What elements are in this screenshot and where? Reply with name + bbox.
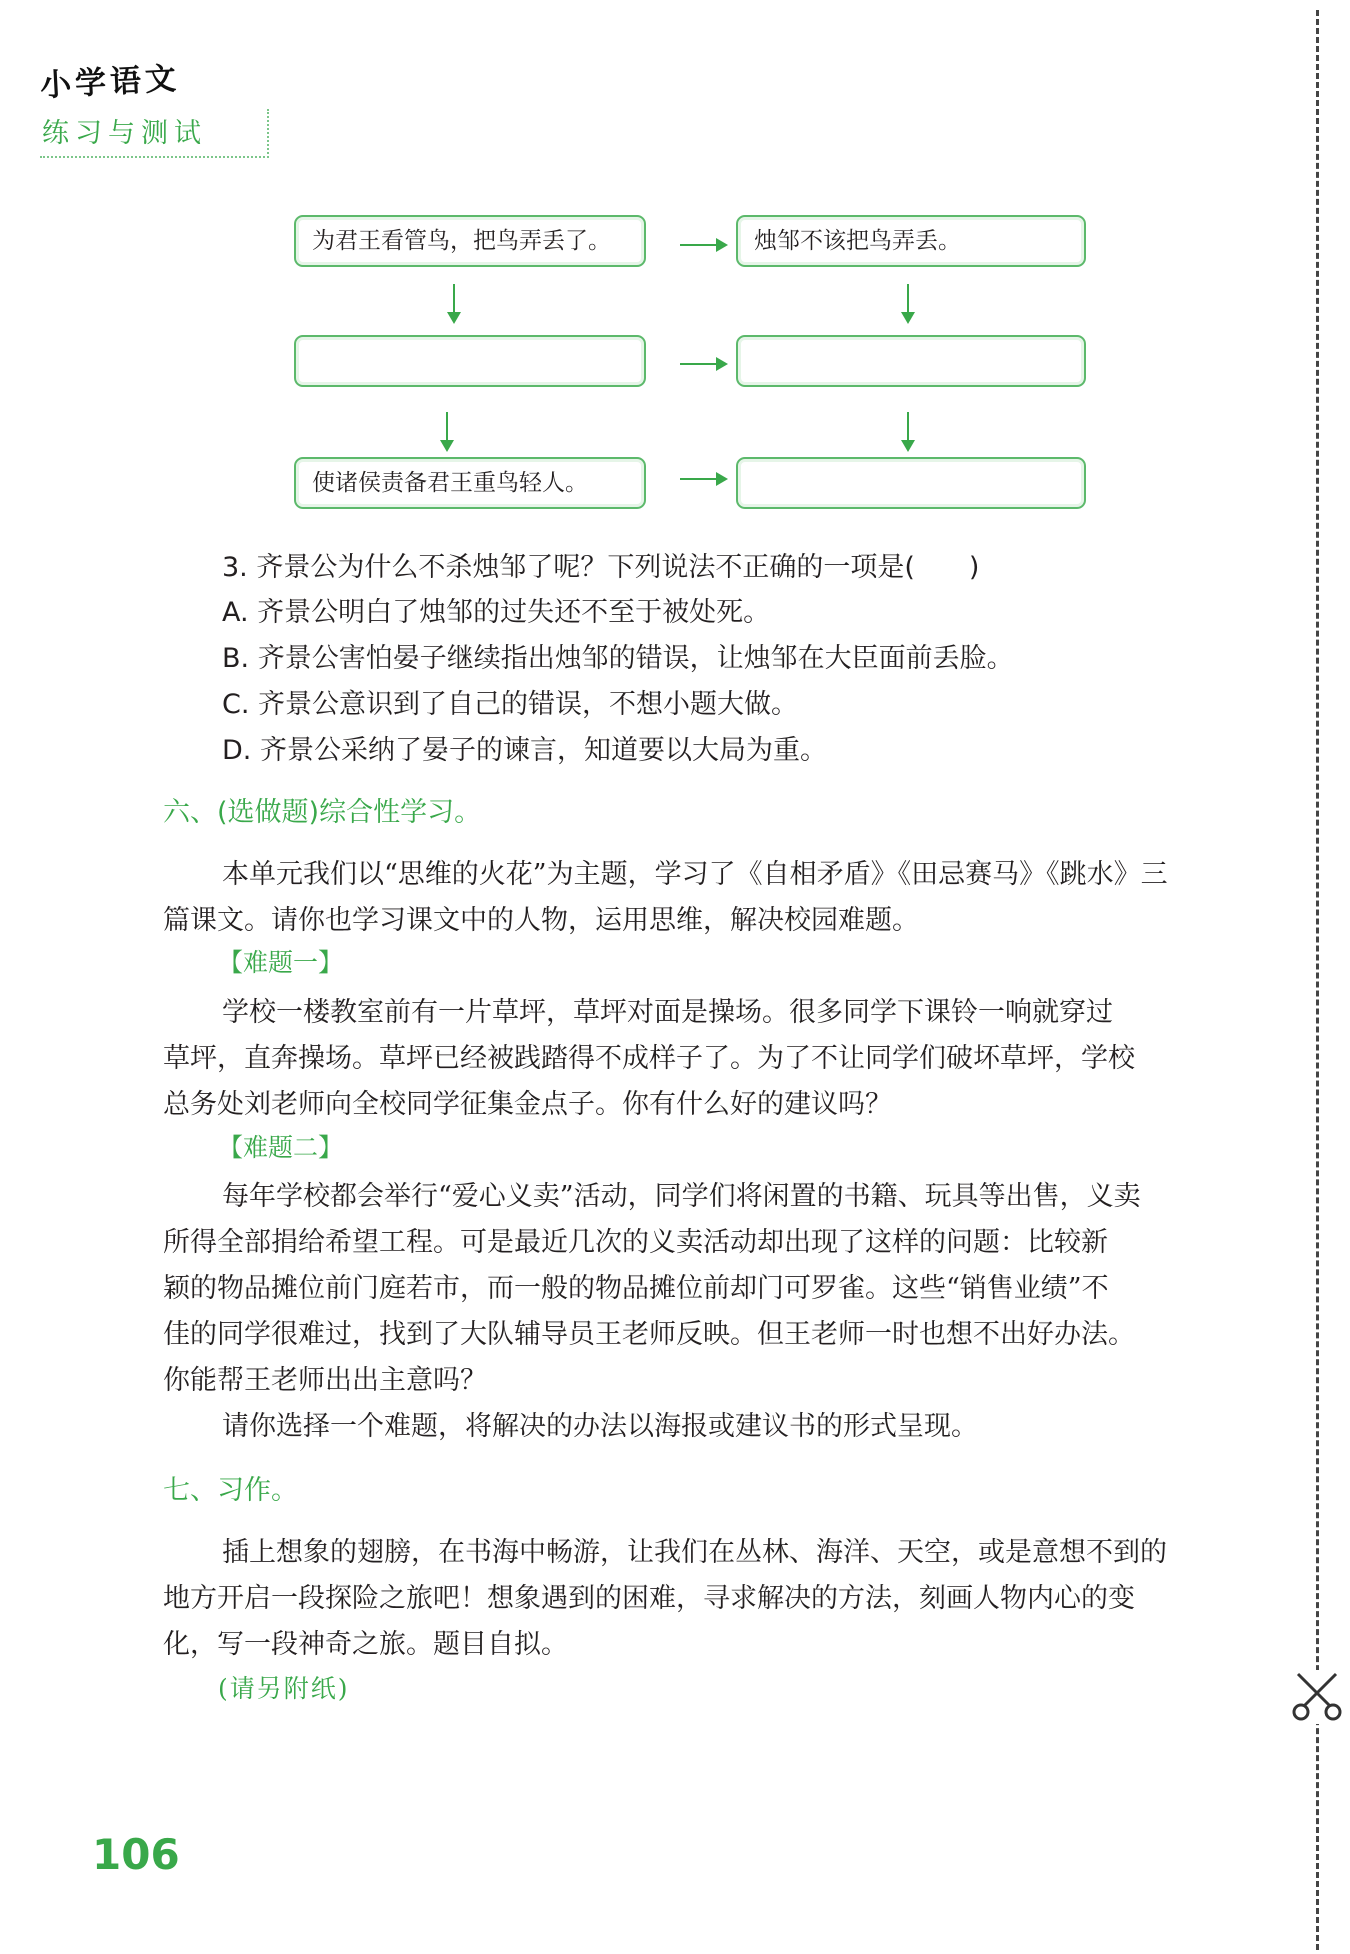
problem1-line-3: 总务处刘老师向全校同学征集金点子。你有什么好的建议吗？ [163, 1089, 892, 1120]
section7-note: (请另附纸) [218, 1674, 350, 1703]
book-subtitle: 练习与测试 [40, 109, 269, 158]
flow-box-row2-right-blank[interactable] [736, 335, 1086, 387]
problem1-tag: 【难题一】 [218, 948, 344, 977]
section7-heading: 七、习作。 [163, 1475, 298, 1506]
problem2-line-5: 你能帮王老师出出主意吗？ [163, 1365, 487, 1396]
flow-box-row1-right: 烛邹不该把鸟弄丢。 [736, 215, 1086, 267]
problem2-line-2: 所得全部捐给希望工程。可是最近几次的义卖活动却出现了这样的问题：比较新 [163, 1227, 1108, 1258]
arrow-right-row3 [680, 478, 718, 480]
question3-stem: 3. 齐景公为什么不杀烛邹了呢？下列说法不正确的一项是( ) [222, 552, 980, 583]
flow-box-row2-left-blank[interactable] [294, 335, 646, 387]
arrow-right-row2 [680, 363, 718, 365]
problem1-line-1: 学校一楼教室前有一片草坪，草坪对面是操场。很多同学下课铃一响就穿过 [222, 997, 1113, 1028]
question3-option-b[interactable]: B. 齐景公害怕晏子继续指出烛邹的错误，让烛邹在大臣面前丢脸。 [222, 643, 1014, 674]
section6-intro-line-2: 篇课文。请你也学习课文中的人物，运用思维，解决校园难题。 [163, 905, 919, 936]
section7-line-3: 化，写一段神奇之旅。题目自拟。 [163, 1629, 568, 1660]
section7-line-1: 插上想象的翅膀，在书海中畅游，让我们在丛林、海洋、天空，或是意想不到的 [222, 1537, 1167, 1568]
flowchart [0, 0, 1350, 520]
question3-option-d[interactable]: D. 齐景公采纳了晏子的谏言，知道要以大局为重。 [222, 735, 827, 766]
arrow-down-left-1 [453, 284, 455, 314]
arrow-down-left-2 [446, 412, 448, 442]
flow-box-row3-right-blank[interactable] [736, 457, 1086, 509]
question3-option-c[interactable]: C. 齐景公意识到了自己的错误，不想小题大做。 [222, 689, 799, 720]
flow-box-row3-left: 使诸侯责备君王重鸟轻人。 [294, 457, 646, 509]
scissors-icon [1290, 1670, 1344, 1724]
problem2-line-1: 每年学校都会举行“爱心义卖”活动，同学们将闲置的书籍、玩具等出售，义卖 [222, 1181, 1141, 1212]
book-title: 小学语文 [39, 60, 181, 104]
flow-box-row1-left: 为君王看管鸟，把鸟弄丢了。 [294, 215, 646, 267]
problem1-line-2: 草坪，直奔操场。草坪已经被践踏得不成样子了。为了不让同学们破坏草坪，学校 [163, 1043, 1135, 1074]
arrow-down-right-1 [907, 284, 909, 314]
arrow-down-right-2 [907, 412, 909, 442]
problem2-line-4: 佳的同学很难过，找到了大队辅导员王老师反映。但王老师一时也想不出好办法。 [163, 1319, 1135, 1350]
problem2-tag: 【难题二】 [218, 1133, 344, 1162]
section6-heading: 六、(选做题)综合性学习。 [163, 797, 482, 828]
problem2-line-3: 颖的物品摊位前门庭若市，而一般的物品摊位前却门可罗雀。这些“销售业绩”不 [163, 1273, 1109, 1304]
cut-line [1316, 10, 1319, 1950]
page-number: 106 [92, 1830, 180, 1879]
section6-intro-line-1: 本单元我们以“思维的火花”为主题，学习了《自相矛盾》《田忌赛马》《跳水》三 [222, 859, 1168, 890]
question3-option-a[interactable]: A. 齐景公明白了烛邹的过失还不至于被处死。 [222, 597, 771, 628]
arrow-right-row1 [680, 244, 718, 246]
section6-task: 请你选择一个难题，将解决的办法以海报或建议书的形式呈现。 [222, 1411, 978, 1442]
section7-line-2: 地方开启一段探险之旅吧！想象遇到的困难，寻求解决的方法，刻画人物内心的变 [163, 1583, 1135, 1614]
